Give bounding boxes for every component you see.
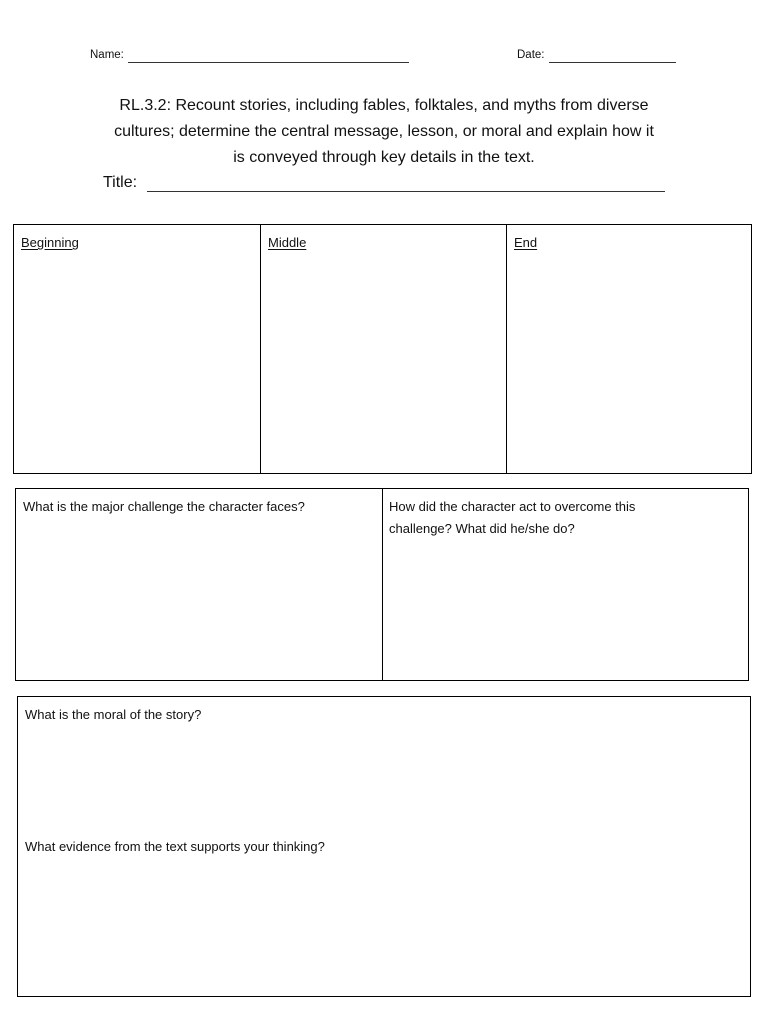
end-heading: End <box>514 235 538 250</box>
standard-line-3: is conveyed through key details in the text. <box>233 149 535 166</box>
date-field-line[interactable] <box>549 62 676 63</box>
date-label: Date: <box>517 49 545 61</box>
beginning-cell[interactable] <box>14 225 260 473</box>
middle-cell[interactable] <box>260 225 506 473</box>
standard-text <box>40 93 728 171</box>
standard-line-2: cultures; determine the central message, lesson, or moral and explain how it <box>114 123 654 140</box>
title-field-line[interactable] <box>147 191 665 192</box>
name-label: Name: <box>90 49 124 61</box>
end-cell[interactable] <box>506 225 751 473</box>
action-question: How did the character act to overcome this challenge? What did he/she do? <box>389 499 636 536</box>
moral-question: What is the moral of the story? <box>25 707 202 722</box>
challenge-cell[interactable] <box>16 489 382 680</box>
evidence-question: What evidence from the text supports your thinking? <box>25 839 325 854</box>
beginning-heading: Beginning <box>21 235 79 250</box>
challenge-question: What is the major challenge the character faces? <box>23 499 305 514</box>
story-map-table <box>13 224 752 474</box>
name-field-line[interactable] <box>128 62 409 63</box>
challenge-table <box>15 488 749 681</box>
title-label: Title: <box>103 174 138 191</box>
middle-heading: Middle <box>268 235 307 250</box>
action-cell[interactable] <box>382 489 748 680</box>
moral-box[interactable] <box>17 696 751 997</box>
standard-line-1: RL.3.2: Recount stories, including fables, folktales, and myths from diverse <box>119 97 649 114</box>
